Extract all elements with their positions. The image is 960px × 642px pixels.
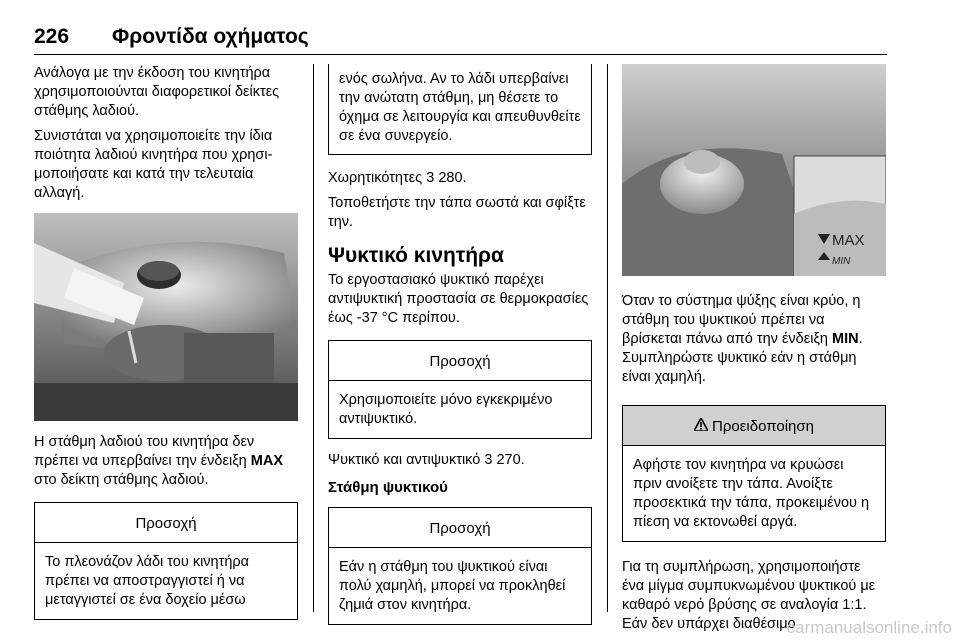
arrow-ref-icon: 3	[426, 170, 435, 186]
section-title: Ψυκτικό κινητήρα	[328, 244, 504, 267]
paragraph: Όταν το σύστημα ψύξης είναι κρύο, η στάθμη του ψυκτικού πρέπει να βρίσκεται πάνω από την ένδειξη	[622, 293, 861, 347]
caution-body: Εάν η στάθμη του ψυκτικού είναι πολύ χαμηλή, μπορεί να προκληθεί ζημιά στον κινητήρα.	[339, 559, 566, 613]
caution-title: Προσοχή	[329, 341, 591, 381]
engine-oil-image	[34, 213, 298, 421]
paragraph: Για τη συμπλήρωση, χρησιμοποιήστε ένα μίγμα συμπυκνωμένου ψυκτικού με καθαρό νερό βρύσης σε αναλογία 1:1. Εάν δεν υπάρχει διαθέσιμο	[622, 559, 876, 632]
caution-title: Προσοχή	[329, 508, 591, 548]
warning-body: Αφήστε τον κινητήρα να κρυώσει πριν ανοίξετε την τάπα. Ανοίξτε προσεκτικά την τάπα, προκειμένου η πίεση να εκτονωθεί αργά.	[633, 457, 870, 530]
caution-body: Το πλεονάζον λάδι του κινητήρα πρέπει να αποστραγγιστεί ή να μεταγγιστεί σε ένα δοχείο μέσω	[45, 554, 250, 608]
coolant-reservoir-illustration	[622, 64, 886, 276]
caution-continuation: ενός σωλήνα. Αν το λάδι υπερβαίνει την ανώτατη στάθμη, μη θέσετε το όχημα σε λειτουργία και απευθυνθείτε σε ένα συνεργείο.	[328, 64, 592, 155]
caution-box-coolant-level	[328, 507, 592, 625]
warning-triangle-icon	[694, 417, 708, 436]
warning-title: Προειδοποίηση	[623, 406, 885, 446]
paragraph: Τοποθετήστε την τάπα σωστά και σφίξτε την.	[328, 195, 586, 230]
caution-box-antifreeze	[328, 340, 592, 439]
column-divider	[313, 64, 314, 612]
paragraph: Συνιστάται να χρησιμοποιείτε την ίδια ποιότητα λαδιού κινητήρα που χρησιμοποιήσατε και κατά την τελευταία αλλαγή.	[34, 128, 273, 201]
subsection-title: Στάθμη ψυκτικού	[328, 479, 448, 496]
page-ref-link[interactable]: 280.	[438, 170, 467, 186]
paragraph: Το εργοστασιακό ψυκτικό παρέχει αντιψυκτική προστασία σε θερμοκρασίες έως -37 °C περίπου.	[328, 272, 589, 326]
capacity-text: Χωρητικότητες	[328, 170, 423, 186]
engine-oil-illustration	[34, 213, 298, 421]
antifreeze-text: Ψυκτικό και αντιψυκτικό	[328, 452, 481, 468]
column-right: MAX MIN Όταν το σύστημα ψύξης είναι κρύο, η στάθμη του ψυκτικού πρέπει να βρίσκεται πάνω από την ένδειξη MIN. Συμπληρώστε ψυκτικό εάν η στάθμη είναι χαμηλή. Προειδοποίηση Αφήστε τον κινητήρα να κρυώσει πριν ανοίξετε την τάπα. Ανοίξτε προσεκτικά την τάπα, προκειμένου η πίεση να εκτονωθεί αργά. Για τη συμπλήρωση, χρησιμοποιήστε ένα μίγμα συμπυκνωμένου ψυκτικού με καθαρό νερό βρύσης σε αναλογία 1:1. Εάν δεν υπάρχει διαθέσιμο	[622, 64, 886, 640]
page-title: Φροντίδα οχήματος	[112, 25, 309, 48]
min-marking: MIN	[832, 256, 851, 267]
max-marking: MAX	[832, 232, 865, 249]
column-middle	[328, 64, 592, 637]
caution-title: Προσοχή	[35, 503, 297, 543]
coolant-reservoir-image	[622, 64, 886, 276]
paragraph: Η στάθμη λαδιού του κινητήρα δεν πρέπει να υπερβαίνει την ένδειξη	[34, 434, 255, 469]
caution-body: Χρησιμοποιείτε μόνο εγκεκριμένο αντιψυκτικό.	[339, 392, 553, 427]
min-label: MIN	[832, 331, 859, 347]
max-label: MAX	[250, 453, 284, 469]
page-header	[34, 22, 887, 55]
column-divider	[607, 64, 608, 612]
page-ref-link[interactable]: 270.	[496, 452, 525, 468]
watermark: carmanualsonline.info	[786, 618, 952, 637]
page-number: 226	[34, 25, 70, 48]
paragraph: Ανάλογα με την έκδοση του κινητήρα χρησιμοποιούνται διαφορετικοί δείκτες στάθμης λαδιού.	[34, 65, 280, 119]
column-left: Ανάλογα με την έκδοση του κινητήρα χρησιμοποιούνται διαφορετικοί δείκτες στάθμης λαδιού. Συνιστάται να χρησιμοποιείτε την ίδια ποιότητα λαδιού κινητήρα που χρησιμοποιήσατε και κατά την τελευταία αλλαγή. Η στάθμη λαδιού του κινητήρα δεν πρέπει να υπερβαίνει την ένδειξη MAX στο δείκτη στάθμης λαδιού. Προσοχή Το πλεονάζον λάδι του κινητήρα πρέπει να αποστραγγιστεί ή να μεταγγιστεί σε ένα δοχείο μέσω	[34, 64, 298, 632]
arrow-ref-icon: 3	[484, 452, 493, 468]
warning-box	[622, 405, 886, 542]
caution-box-oil	[34, 502, 298, 620]
